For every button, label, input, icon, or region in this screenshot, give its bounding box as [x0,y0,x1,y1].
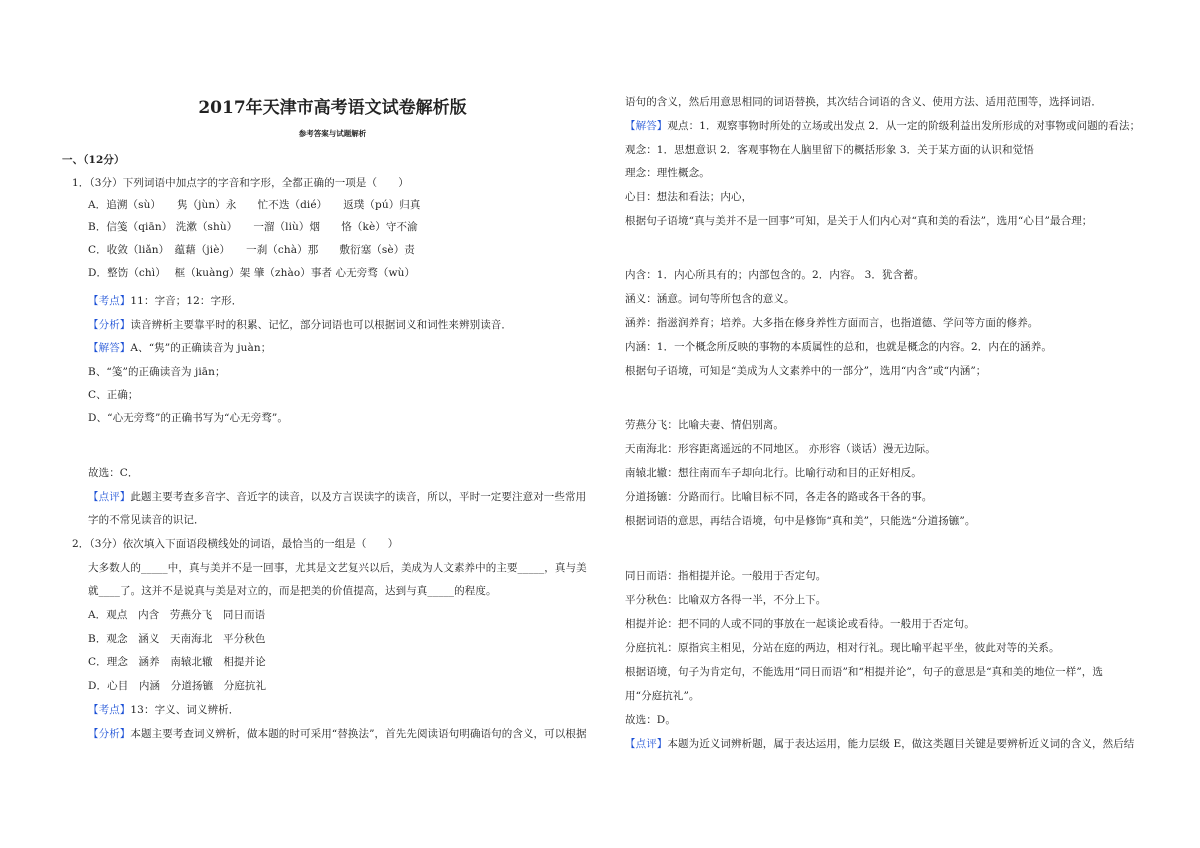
right-line-5: 心目：想法和看法；内心， [625,191,753,203]
q1-answer: 故选：C． [88,467,139,479]
jieda-tag: 【解答】 [88,342,131,354]
q1-kaodian [88,294,242,308]
jieda-text: A、“隽”的正确读音为 juàn； [130,342,272,354]
right-line-14: 南辕北辙：想往南而车子却向北行。比喻行动和目的正好相反。 [625,467,922,479]
kaodian-text: 13：字义、词义辨析． [130,704,240,716]
fenxi-tag: 【分析】 [88,319,131,331]
fenxi-text: 本题主要考查词义辨析，做本题的时可采用“替换法”，首先先阅读语句明确语句的含义，可以根据 [130,728,587,740]
dianping-text: 本题为近义词辨析题，属于表达运用，能力层级 E，做这类题目关键是要辨析近义词的含义，然后结 [667,738,1135,750]
q2-option-a: A．观点 内含 劳燕分飞 同日而语 [88,609,266,621]
right-line-13: 天南海北：形容距离遥远的不同地区。 亦形容（谈话）漫无边际。 [625,443,936,455]
right-line-17: 同日而语：指相提并论。一般用于否定句。 [625,570,827,582]
page-subtitle: 参考答案与试题解析 [298,129,367,138]
jieda-text: 观点：1．观察事物时所处的立场或出发点 2．从一定的阶级利益出发所形成的对事物或问题的看法； [667,120,1141,132]
right-line-19: 相提并论：把不同的人或不同的事放在一起谈论或看待。一般用于否定句。 [625,618,975,630]
q1-dianping-cont: 字的不常见读音的识记． [88,514,205,526]
q2-passage-2: 就____了。这并不是说真与美是对立的，而是把美的价值提高，达到与真_____的程度。 [88,585,497,597]
q2-fenxi [88,727,587,741]
fenxi-tag: 【分析】 [88,728,131,740]
dianping-text: 此题主要考查多音字、音近字的读音，以及方言误读字的读音，所以，平时一定要注意对一些常用 [130,491,587,503]
q1-fenxi [88,318,512,332]
right-line-4: 理念：理性概念。 [625,167,710,179]
right-line-7: 内含：1．内心所具有的；内部包含的。2．内容。 3．犹含蓄。 [625,269,925,281]
right-answer: 故选：D。 [625,714,676,726]
q1-stem: 1．（3分）下列词语中加点字的字音和字形，全都正确的一项是（ ） [72,177,409,189]
q1-jieda [88,341,271,355]
page-title: 2017年天津市高考语文试卷解析版 [198,98,467,118]
q1-jieda-d: D、“心无旁骛”的正确书写为“心无旁骛”。 [88,412,288,424]
q2-passage-1: 大多数人的_____中，真与美并不是一回事，尤其是文艺复兴以后，美成为人文素养中的主要_____，真与美 [88,562,587,574]
right-line-10: 内涵：1．一个概念所反映的事物的本质属性的总和，也就是概念的内容。2．内在的涵养。 [625,341,1052,353]
q2-option-c: C．理念 涵养 南辕北辙 相提并论 [88,656,266,668]
q1-jieda-b: B、“笺”的正确读音为 jiān； [88,366,226,378]
right-line-21: 根据语境，句子为肯定句，不能选用“同日而语”和“相提并论”，句子的意思是“真和美的地位一样”，选 [625,666,1104,678]
right-line-15: 分道扬镳：分路而行。比喻目标不同，各走各的路或各干各的事。 [625,491,933,503]
q2-kaodian [88,703,239,717]
q1-jieda-c: C、正确； [88,389,139,401]
dianping-tag: 【点评】 [88,491,131,503]
right-line-11: 根据句子语境，可知是“美成为人文素养中的一部分”，选用“内含”或“内涵”； [625,365,987,377]
right-line-18: 平分秋色：比喻双方各得一半，不分上下。 [625,594,827,606]
right-line-3: 观念：1．思想意识 2．客观事物在人脑里留下的概括形象 3．关于某方面的认识和觉悟 [625,144,1034,156]
fenxi-text: 读音辨析主要靠平时的积累、记忆，部分词语也可以根据词义和词性来辨别读音． [130,319,513,331]
right-line-8: 涵义：涵意。词句等所包含的意义。 [625,293,795,305]
q2-stem: 2．（3分）依次填入下面语段横线处的词语，最恰当的一组是（ ） [72,538,399,550]
right-line-22: 用“分庭抗礼”。 [625,690,700,702]
kaodian-text: 11：字音；12：字形． [130,295,243,307]
right-dianping [625,737,1134,751]
q1-option-b: B．信笺（qiān） 洗漱（shù） 一溜（liù）烟 恪（kè）守不渝 [88,221,418,233]
q1-option-a: A．追溯（sù） 隽（jùn）永 忙不迭（dié） 返璞（pú）归真 [88,199,421,211]
right-line-16: 根据词语的意思，再结合语境，句中是修饰“真和美”，只能选“分道扬镳”。 [625,515,976,527]
right-line-12: 劳燕分飞：比喻夫妻、情侣别离。 [625,419,784,431]
q2-option-b: B．观念 涵义 天南海北 平分秋色 [88,633,266,645]
q1-dianping [88,490,586,504]
jieda-tag: 【解答】 [625,120,668,132]
q2-option-d: D．心目 内涵 分道扬镳 分庭抗礼 [88,680,267,692]
right-line-1: 语句的含义，然后用意思相同的词语替换，其次结合词语的含义、使用方法、适用范围等，选择词语． [625,96,1102,108]
q1-option-c: C．收敛（liǎn） 蕴藉（jiè） 一刹（chà）那 敷衍塞（sè）责 [88,244,415,256]
kaodian-tag: 【考点】 [88,704,131,716]
right-line-9: 涵养：指滋润养育；培养。大多指在修身养性方面而言，也指道德、学问等方面的修养。 [625,317,1039,329]
right-line-20: 分庭抗礼：原指宾主相见，分站在庭的两边，相对行礼。现比喻平起平坐，彼此对等的关系。 [625,642,1060,654]
kaodian-tag: 【考点】 [88,295,131,307]
dianping-tag: 【点评】 [625,738,668,750]
section-heading: 一、（12分） [62,154,125,166]
right-line-6: 根据句子语境“真与美并不是一回事”可知，是关于人们内心对“真和美的看法”，选用“心目”最合理； [625,215,1093,227]
q1-option-d: D．整饬（chì） 框（kuàng）架 肇（zhào）事者 心无旁骛（wù） [88,267,416,279]
right-jieda [625,119,1140,133]
